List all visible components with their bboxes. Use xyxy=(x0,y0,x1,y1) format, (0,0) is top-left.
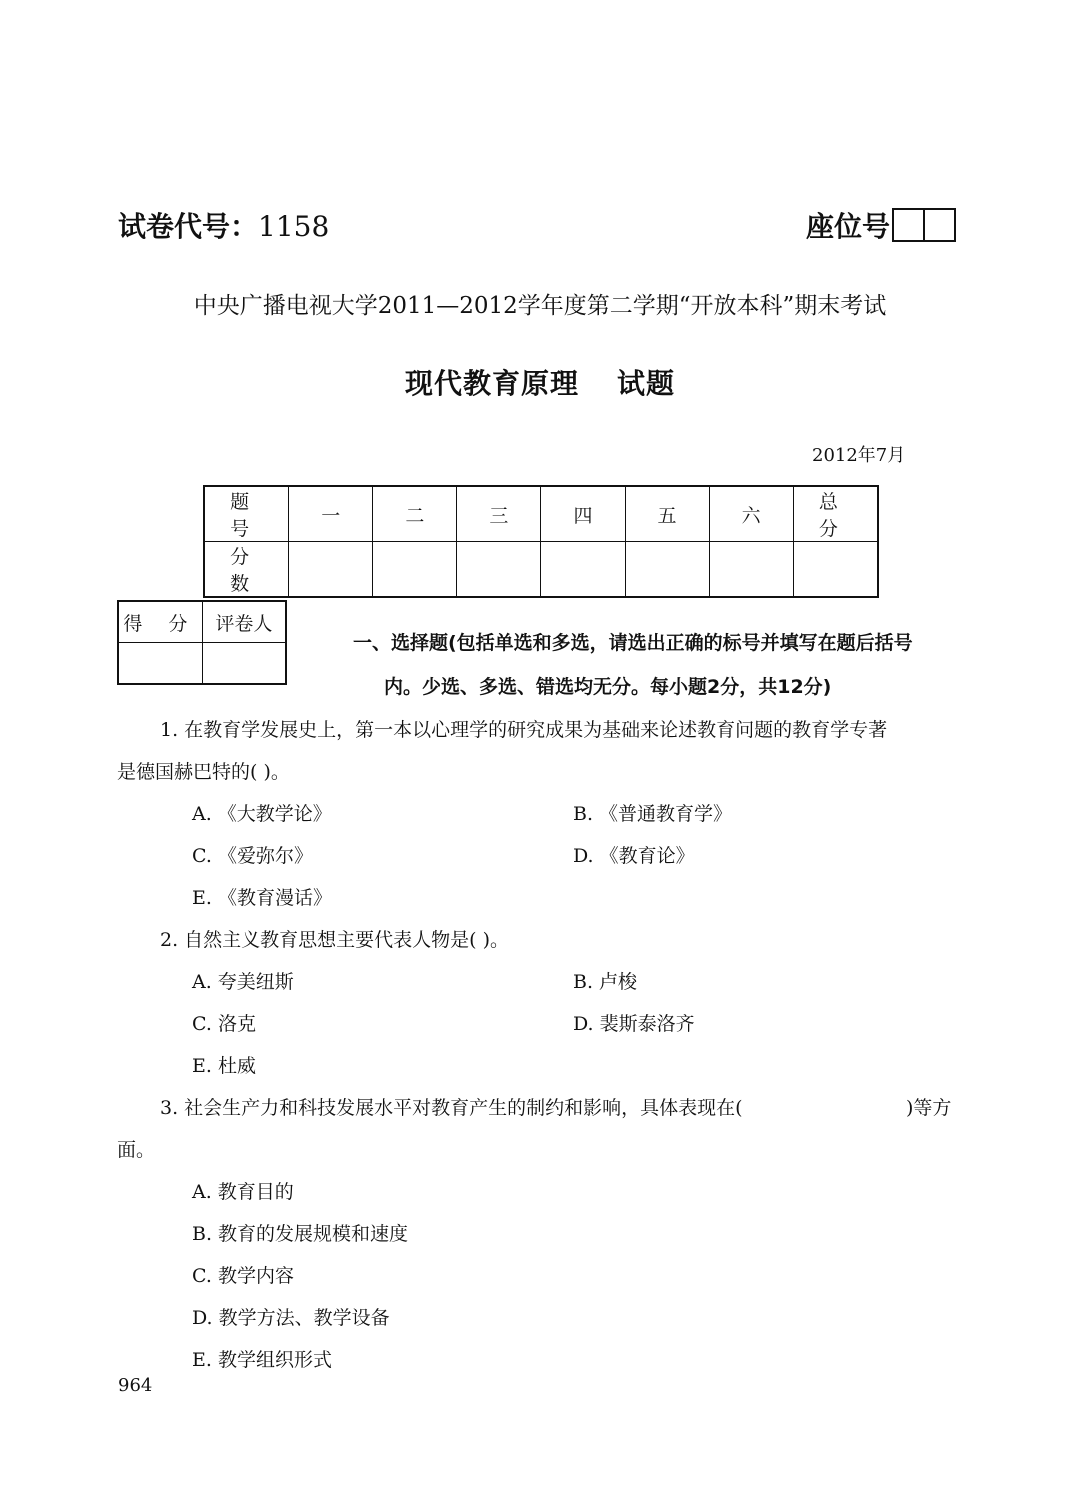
score-input-cell[interactable] xyxy=(373,542,457,598)
option-c: C. 洛克 xyxy=(192,1013,256,1035)
option-d: D. 裴斯泰洛齐 xyxy=(573,1013,695,1035)
subject-suffix: 试题 xyxy=(617,367,676,400)
section-title: 一、选择题(包括单选和多选，请选出正确的标号并填写在题后括号 xyxy=(353,632,913,654)
score-table-header-row xyxy=(204,486,878,542)
exam-date: 2012年7月 xyxy=(812,445,906,466)
seat-number xyxy=(806,205,956,245)
seat-number-boxes[interactable] xyxy=(892,208,956,242)
seat-label: 座位号 xyxy=(806,210,891,243)
option-a: A. 教育目的 xyxy=(192,1181,294,1203)
exam-school-line: 中央广播电视大学2011—2012学年度第二学期“开放本科”期末考试 xyxy=(193,293,887,319)
option-e: E. 杜威 xyxy=(192,1055,256,1077)
score-table-cell: 五 xyxy=(625,486,709,542)
question-1-text: 1. 在教育学发展史上，第一本以心理学的研究成果为基础来论述教育问题的教育学专著 xyxy=(160,719,888,741)
section-title-cont: 内。少选、多选、错选均无分。每小题2分，共12分) xyxy=(384,676,832,698)
score-table-cell: 题 号 xyxy=(204,486,289,542)
option-b: B. 《普通教育学》 xyxy=(573,803,733,825)
question-1-text-cont: 是德国赫巴特的( )。 xyxy=(117,761,290,783)
subject-name: 现代教育原理 xyxy=(404,367,579,400)
score-input-cell[interactable] xyxy=(289,542,373,598)
score-table xyxy=(203,485,879,598)
score-table-score-row xyxy=(204,542,878,598)
question-3-text: 3. 社会生产力和科技发展水平对教育产生的制约和影响，具体表现在( xyxy=(160,1097,743,1119)
option-a: A. 夸美纽斯 xyxy=(192,971,294,993)
score-input-cell[interactable] xyxy=(793,542,878,598)
exam-code-label: 试卷代号： xyxy=(118,210,259,243)
score-input-cell[interactable] xyxy=(709,542,793,598)
score-table-cell: 六 xyxy=(709,486,793,542)
score-table-cell: 分 数 xyxy=(204,542,289,598)
option-c: C. 《爱弥尔》 xyxy=(192,845,313,867)
score-table-cell: 三 xyxy=(457,486,541,542)
grader-table xyxy=(117,600,287,685)
score-table-cell: 四 xyxy=(541,486,625,542)
question-2-text: 2. 自然主义教育思想主要代表人物是( )。 xyxy=(160,929,510,951)
score-input-cell[interactable] xyxy=(541,542,625,598)
option-d: D. 《教育论》 xyxy=(573,845,695,867)
option-b: B. 卢梭 xyxy=(573,971,638,993)
exam-subject-title xyxy=(0,362,1080,402)
score-table-cell: 总 分 xyxy=(793,486,878,542)
option-a: A. 《大教学论》 xyxy=(192,803,332,825)
grader-score-cell[interactable] xyxy=(118,643,202,685)
score-input-cell[interactable] xyxy=(457,542,541,598)
score-table-cell: 一 xyxy=(289,486,373,542)
option-d: D. 教学方法、教学设备 xyxy=(192,1307,390,1329)
score-table-cell: 二 xyxy=(373,486,457,542)
exam-code-value: 1158 xyxy=(258,210,330,243)
question-3-text-cont: 面。 xyxy=(117,1139,156,1161)
option-e: E. 教学组织形式 xyxy=(192,1349,332,1371)
exam-code xyxy=(118,205,329,245)
page-number: 964 xyxy=(118,1375,153,1396)
question-3-text-end: )等方 xyxy=(906,1097,952,1119)
score-input-cell[interactable] xyxy=(625,542,709,598)
grader-table-score-label: 得 分 xyxy=(118,601,202,643)
option-e: E. 《教育漫话》 xyxy=(192,887,332,909)
option-b: B. 教育的发展规模和速度 xyxy=(192,1223,409,1245)
grader-name-cell[interactable] xyxy=(202,643,286,685)
option-c: C. 教学内容 xyxy=(192,1265,294,1287)
grader-table-grader-label: 评卷人 xyxy=(202,601,286,643)
